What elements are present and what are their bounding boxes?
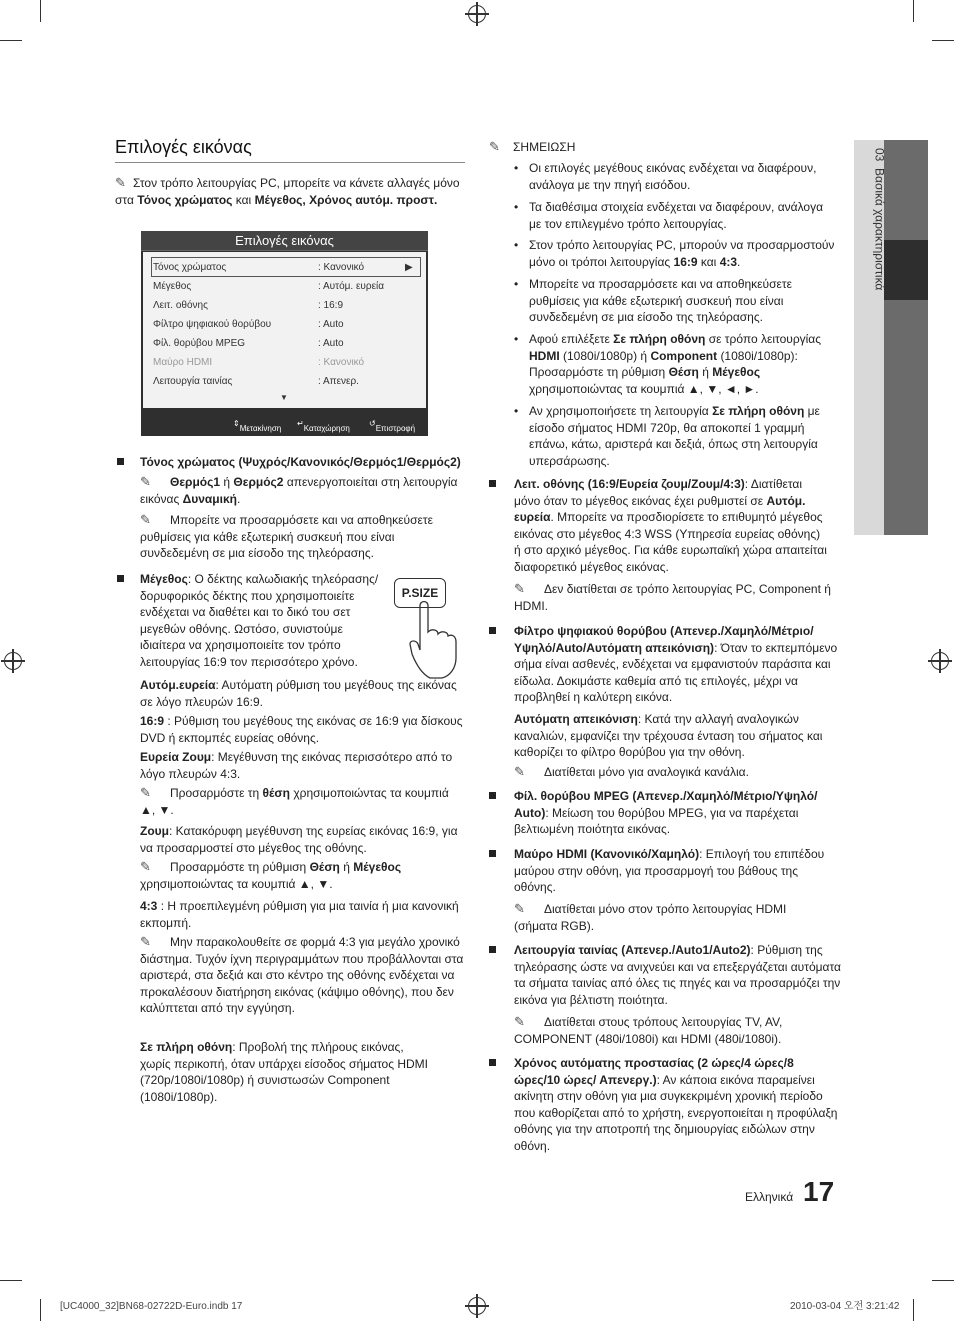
menu-item-film-mode[interactable]: Λειτουργία ταινίας [153, 376, 233, 387]
dnr-text: Φίλτρο ψηφιακού θορύβου (Απενερ./Χαμηλό/Μέτριο/ Υψηλό/Auto/Αυτόματη απεικόνιση): Όταν το εκπεμπόμενο σήμα είναι ασθενές, ενδέχεται να εμφανιστούν παράσιτα και είδωλα. Δοκιμάστε καθεμία από τις επιλογές, μέχρι να προβληθεί η καλύτερη εικόνα. [514, 624, 838, 704]
title-divider [115, 162, 465, 163]
note-pencil-icon: ✎ [140, 934, 151, 949]
page-title: Επιλογές εικόνας [115, 137, 252, 157]
wide-zoom-note: ✎ Προσαρμόστε τη θέση χρησιμοποιώντας τα κουμπιά ▲, ▼. [140, 785, 449, 817]
crop-mark [40, 1299, 41, 1321]
menu-value: : Απενερ. [318, 376, 359, 387]
ratio-169-text: 16:9 : Ρύθμιση του μεγέθους της εικόνας σε 16:9 για δίσκους DVD ή εκπομπές ευρείας οθόνης. [140, 714, 463, 745]
scroll-down-icon[interactable]: ▼ [280, 393, 288, 402]
menu-value: : Αυτόμ. ευρεία [318, 281, 385, 292]
tone-note-1: ✎ Θερμός1 ή Θερμός2 απενεργοποιείται στη λειτουργία εικόνας Δυναμική. [140, 474, 458, 506]
menu-item-hdmi-black: Μαύρο HDMI [153, 357, 213, 368]
bullet [117, 458, 124, 465]
print-footer-left: [UC4000_32]BN68-02722D-Euro.indb 17 [60, 1301, 243, 1312]
screen-mode-note: ✎ Δεν διατίθεται σε τρόπο λειτουργίας PC, Component ή HDMI. [514, 581, 831, 613]
menu-value: : Κανονικό [318, 357, 365, 368]
note-item: • Τα διαθέσιμα στοιχεία ενδέχεται να διαφέρουν, ανάλογα με τον επιλεγμένο τρόπο λειτουργίας. [514, 200, 824, 231]
print-footer-right: 2010-03-04 오전 3:21:42 [790, 1301, 900, 1312]
crop-mark [932, 40, 954, 41]
section-tab [854, 140, 928, 535]
osd-menu [141, 231, 428, 436]
crop-mark [0, 1280, 22, 1281]
menu-value: : Κανονικό [318, 262, 365, 273]
registration-mark-icon [4, 652, 22, 670]
registration-mark-icon [931, 652, 949, 670]
crop-mark [913, 1299, 914, 1321]
note-pencil-icon: ✎ [514, 901, 525, 916]
psize-button-icon: P.SIZE [394, 578, 446, 608]
ratio-43-note: ✎ Μην παρακολουθείτε σε φορμά 4:3 για μεγάλο χρονικό διάστημα. Τυχόν ίχνη περιγραμμάτων που προβάλλονται στα αριστερά, στα δεξιά και στο κέντρο της οθόνης ενδέχεται να προκαλέσουν διατήρηση εικόνας (κάψιμο οθόνης), που δεν καλύπτεται από την εγγύηση. [140, 934, 464, 1015]
auto-visualization-note: ✎ Διατίθεται μόνο για αναλογικά κανάλια. [514, 764, 749, 779]
hdmi-black-text: Μαύρο HDMI (Κανονικό/Χαμηλό): Επιλογή του επιπέδου μαύρου στην οθόνη, για προσαρμογή του βάθους της οθόνης. [514, 847, 825, 894]
enter-hint: ↵ Καταχώρηση [297, 419, 350, 433]
size-text: Μέγεθος: Ο δέκτης καλωδιακής τηλεόρασης/ δορυφορικός δέκτης που χρησιμοποιείτε ενδέχεται να διαθέτει και το δικό του σετ μεγεθών οθόνης. Ωστόσο, συνιστούμε ιδιαίτερα να χρησιμοποιείτε τον τρόπο λειτουργίας 16:9 τον περισσότερο χρόνο. [140, 572, 379, 669]
note-item: • Μπορείτε να προσαρμόσετε και να αποθηκεύσετε ρυθμίσεις για κάθε εξωτερική συσκευή που είναι συνδεδεμένη σε μια είσοδο της τηλεόρασης. [514, 277, 792, 324]
menu-value: : Auto [318, 338, 344, 349]
menu-item-mpeg[interactable]: Φίλ. θορύβου MPEG [153, 338, 246, 349]
menu-title: Επιλογές εικόνας [141, 231, 428, 251]
tone-note-2: ✎ Μπορείτε να προσαρμόσετε και να αποθηκεύσετε ρυθμίσεις για κάθε εξωτερική συσκευή που είναι συνδεδεμένη σε μια είσοδο της τηλεόρασης. [140, 512, 433, 560]
note-pencil-icon: ✎ [140, 785, 151, 800]
return-hint: ↺ Επιστροφή [369, 419, 416, 433]
screen-mode-text: Λειτ. οθόνης (16:9/Ευρεία ζουμ/Ζουμ/4:3): Διατίθεται μόνο όταν το μέγεθος εικόνας έχει ρυθμιστεί σε Αυτόμ. ευρεία. Μπορείτε να προσδιορίσετε το επιθυμητό μέγεθος εικόνας στο μέγεθος 4:3 WSS (Υπηρεσία ευρείας οθόνης) ή στο αρχικό μέγεθος. Για κάθε ευρωπαϊκή χώρα απαιτείται διαφορετικό μέγεθος εικόνας. [514, 477, 827, 574]
note-item: • Αφού επιλέξετε Σε πλήρη οθόνη σε τρόπο λειτουργίας HDMI (1080i/1080p) ή Component (1080i/1080p): Προσαρμόστε τη ρύθμιση Θέση ή Μέγεθος χρησιμοποιώντας τα κουμπιά ▲, ▼, ◄, ►. [514, 332, 822, 396]
bullet [489, 850, 496, 857]
bullet [489, 946, 496, 953]
crop-mark [0, 40, 22, 41]
note-pencil-icon: ✎ [514, 764, 525, 779]
auto-wide-text: Αυτόμ.ευρεία: Αυτόματη ρύθμιση του μεγέθους της εικόνας σε λόγο πλευρών 16:9. [140, 678, 457, 709]
menu-item-tone[interactable]: Τόνος χρώματος [153, 262, 227, 273]
note-item: • Αν χρησιμοποιήσετε τη λειτουργία Σε πλήρη οθόνη με είσοδο σήματος HDMI 720p, θα αποκοπεί 1 γραμμή επάνω, κάτω, αριστερά και δεξιά, όπως στη λειτουργία υπερσάρωσης. [514, 404, 820, 468]
section-tab-label: 03 Βασικά χαρακτηριστικά [872, 148, 887, 291]
menu-value: : Auto [318, 319, 344, 330]
auto-visualization-text: Αυτόματη απεικόνιση: Κατά την αλλαγή αναλογικών καναλιών, εμφανίζει την τρέχουσα ένταση του σήματος και καθορίζει το φίλτρο θορύβου για την οθόνη. [514, 712, 823, 759]
note-pencil-icon: ✎ [514, 581, 525, 596]
registration-mark-icon [468, 1297, 486, 1315]
page-number: 17 [803, 1176, 835, 1207]
auto-protection-text: Χρόνος αυτόματης προστασίας (2 ώρες/4 ώρες/8 ώρες/10 ώρες/ Απενεργ.): Αν κάποια εικόνα παραμείνει ακίνητη στην οθόνη για μια συγκεκριμένη χρονική περίοδο που καθορίζεται από το χρήστη, ενεργοποιείται η προφύλαξη οθόνης για την αποτροπή της δημιουργίας ειδώλων στην οθόνη. [514, 1056, 838, 1153]
bullet [489, 1059, 496, 1066]
fit-text: Σε πλήρη οθόνη: Προβολή της πλήρους εικόνας, χωρίς περικοπή, όταν υπάρχει είσοδος σήματος HDMI (720p/1080i/1080p) ή συνιστωσών Component (1080i/1080p). [140, 1040, 429, 1104]
note-pencil-icon: ✎ [115, 175, 126, 190]
note-item: • Οι επιλογές μεγέθους εικόνας ενδέχεται να διαφέρουν, ανάλογα με την πηγή εισόδου. [514, 161, 817, 192]
menu-item-screen-mode[interactable]: Λειτ. οθόνης [153, 300, 208, 311]
bullet [489, 792, 496, 799]
zoom-note: ✎ Προσαρμόστε τη ρύθμιση Θέση ή Μέγεθος χρησιμοποιώντας τα κουμπιά ▲, ▼. [140, 859, 402, 891]
menu-item-dnr[interactable]: Φίλτρο ψηφιακού θορύβου [153, 319, 272, 330]
note-pencil-icon: ✎ [514, 1014, 525, 1029]
note-item: • Στον τρόπο λειτουργίας PC, μπορούν να προσαρμοστούν μόνο οι τρόποι λειτουργίας 16:9 και 4:3. [514, 238, 835, 269]
crop-mark [40, 0, 41, 22]
note-pencil-icon: ✎ [140, 474, 151, 489]
bullet [489, 480, 496, 487]
note-pencil-icon: ✎ [140, 512, 151, 527]
zoom-text: Ζουμ: Κατακόρυφη μεγέθυνση της ευρείας εικόνας 16:9, για να προσαρμοστεί στο μέγεθος της οθόνης. [140, 824, 458, 855]
menu-item-size[interactable]: Μέγεθος [153, 281, 192, 292]
tone-title: Τόνος χρώματος (Ψυχρός/Κανονικός/Θερμός1/Θερμός2) [140, 455, 461, 469]
note-heading: ✎ ΣΗΜΕΙΩΣΗ [489, 139, 576, 154]
wide-zoom-text: Ευρεία Ζουμ: Μεγέθυνση της εικόνας περισσότερο από το λόγο πλευρών 4:3. [140, 750, 453, 781]
mpeg-text: Φίλ. θορύβου MPEG (Απενερ./Χαμηλό/Μέτριο/Υψηλό/ Auto): Μείωση του θορύβου MPEG, για να παρέχεται βελτιωμένη ποιότητα εικόνας. [514, 789, 818, 836]
arrow-right-icon: ▶ [405, 262, 413, 273]
intro-note: ✎ Στον τρόπο λειτουργίας PC, μπορείτε να κάνετε αλλαγές μόνο στα Τόνος χρώματος και Μέγεθος, Χρόνος αυτόμ. προστ. [115, 175, 460, 207]
page-language: Ελληνικά [745, 1190, 794, 1204]
registration-mark-icon [468, 5, 486, 23]
ratio-43-text: 4:3 : Η προεπιλεγμένη ρύθμιση για μια ταινία ή μια κανονική εκπομπή. [140, 899, 459, 930]
film-mode-text: Λειτουργία ταινίας (Απενερ./Auto1/Auto2): Ρύθμιση της τηλεόρασης ώστε να ανιχνεύει και να επεξεργάζεται αυτόματα τα σήματα ταινίας από όλες τις πηγές και να προσαρμόζει την εικόνα για βέλτιστη ποιότητα. [514, 943, 841, 1007]
menu-value: : 16:9 [318, 300, 344, 311]
note-pencil-icon: ✎ [140, 859, 151, 874]
bullet [489, 627, 496, 634]
move-hint: ⇕ Μετακίνηση [233, 419, 282, 433]
note-pencil-icon: ✎ [489, 139, 500, 154]
bullet [117, 575, 124, 582]
film-mode-note: ✎ Διατίθεται στους τρόπους λειτουργίας TV, AV, COMPONENT (480i/1080i) και HDMI (480i/1080i). [514, 1014, 783, 1046]
crop-mark [932, 1280, 954, 1281]
hdmi-black-note: ✎ Διατίθεται μόνο στον τρόπο λειτουργίας HDMI (σήματα RGB). [514, 901, 787, 933]
crop-mark [913, 0, 914, 22]
hand-pressing-icon [408, 598, 464, 680]
